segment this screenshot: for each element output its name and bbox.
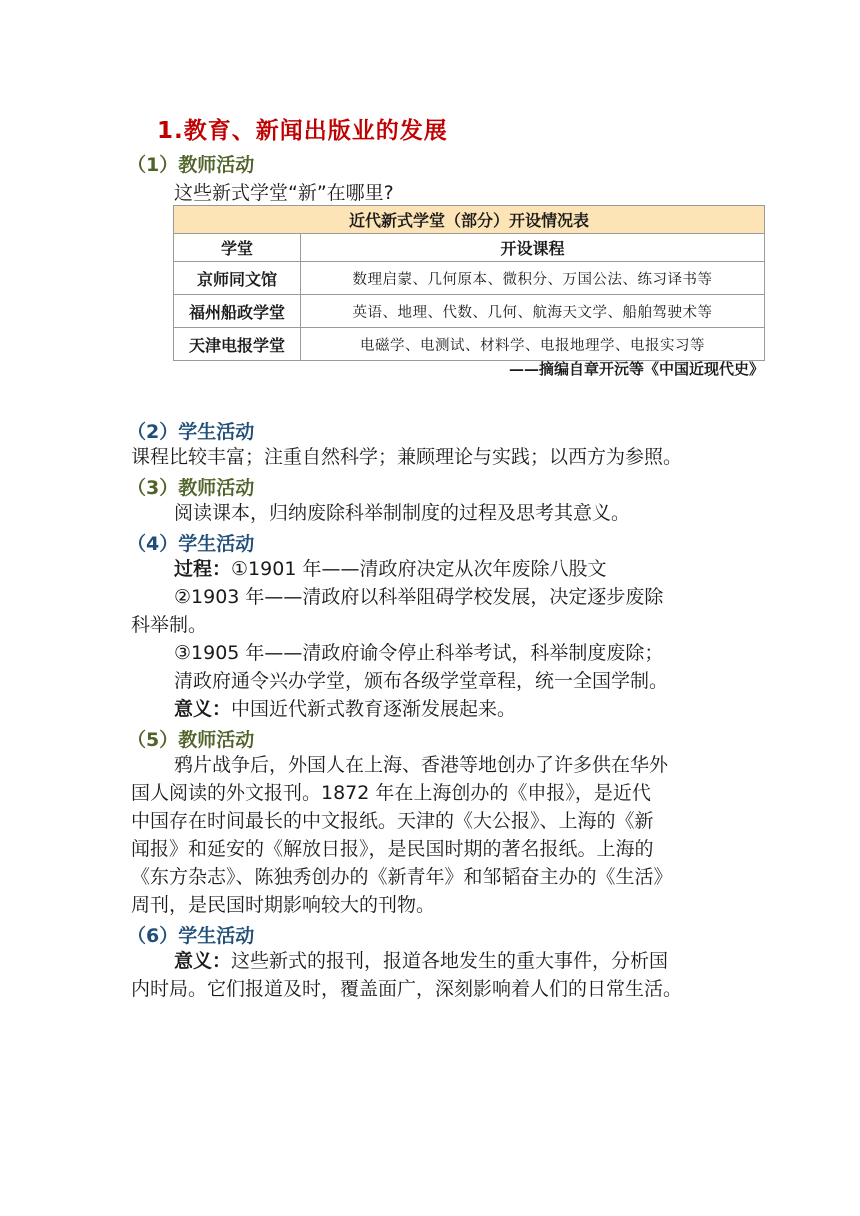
table-source: ——摘编自章开沅等《中国近现代史》 xyxy=(508,360,764,378)
heading-student-activity-4: （4）学生活动 xyxy=(127,533,255,555)
paragraph-line: 国人阅读的外文报刊。1872 年在上海创办的《申报》，是近代 xyxy=(131,782,651,804)
paragraph-line: 《东方杂志》、陈独秀创办的《新青年》和邹韬奋主办的《生活》 xyxy=(131,866,673,888)
paragraph-line: 鸦片战争后，外国人在上海、香港等地创办了许多供在华外 xyxy=(174,754,669,776)
question-text: 这些新式学堂“新”在哪里? xyxy=(174,182,394,204)
school-name: 京师同文馆 xyxy=(174,262,301,295)
meaning-label: 意义： xyxy=(174,950,232,972)
meaning-line-6 xyxy=(174,948,668,974)
paragraph-line: 闻报》和延安的《解放日报》，是民国时期的著名报纸。上海的 xyxy=(131,838,654,860)
heading-student-activity-6: （6）学生活动 xyxy=(127,925,255,947)
meaning-text-continued: 内时局。它们报道及时，覆盖面广，深刻影响着人们的日常生活。 xyxy=(131,978,683,1000)
process-label: 过程： xyxy=(174,558,232,580)
meaning-label: 意义： xyxy=(174,698,232,720)
meaning-text: 这些新式的报刊，报道各地发生的重大事件，分析国 xyxy=(231,950,669,972)
process-step-2b: 科举制。 xyxy=(131,614,208,636)
paragraph-line: 周刊，是民国时期影响较大的刊物。 xyxy=(131,894,436,916)
school-courses: 英语、地理、代数、几何、航海天文学、船舶驾驶术等 xyxy=(301,295,765,328)
student-answer-2: 课程比较丰富；注重自然科学；兼顾理论与实践；以西方为参照。 xyxy=(131,446,683,468)
process-step-2a: ②1903 年——清政府以科举阻碍学校发展，决定逐步废除 xyxy=(174,586,664,608)
school-courses: 电磁学、电测试、材料学、电报地理学、电报实习等 xyxy=(301,328,765,361)
school-name: 天津电报学堂 xyxy=(174,328,301,361)
heading-teacher-activity-3: （3）教师活动 xyxy=(127,477,255,499)
heading-teacher-activity-1: （1）教师活动 xyxy=(127,154,255,176)
table-header-school: 学堂 xyxy=(174,234,301,262)
process-step-3: ③1905 年——清政府谕令停止科举考试，科举制度废除； xyxy=(174,642,664,664)
table-header-courses: 开设课程 xyxy=(301,234,765,262)
heading-teacher-activity-5: （5）教师活动 xyxy=(127,729,255,751)
table-row xyxy=(174,295,765,328)
table-caption: 近代新式学堂（部分）开设情况表 xyxy=(174,206,765,234)
table-row xyxy=(174,262,765,295)
section-title: 1.教育、新闻出版业的发展 xyxy=(157,118,448,144)
meaning-text: 中国近代新式教育逐渐发展起来。 xyxy=(231,698,517,720)
table-row xyxy=(174,328,765,361)
teacher-task-3: 阅读课本，归纳废除科举制制度的过程及思考其意义。 xyxy=(174,502,631,524)
paragraph-line: 中国存在时间最长的中文报纸。天津的《大公报》、上海的《新 xyxy=(131,810,654,832)
school-courses: 数理启蒙、几何原本、微积分、万国公法、练习译书等 xyxy=(301,262,765,295)
schools-table xyxy=(173,205,765,361)
meaning-line-4 xyxy=(174,696,516,722)
heading-student-activity-2: （2）学生活动 xyxy=(127,421,255,443)
school-name: 福州船政学堂 xyxy=(174,295,301,328)
process-line-1 xyxy=(174,556,606,582)
process-step-4: 清政府通令兴办学堂，颁布各级学堂章程，统一全国学制。 xyxy=(174,670,669,692)
process-step-1: ①1901 年——清政府决定从次年废除八股文 xyxy=(231,558,607,580)
